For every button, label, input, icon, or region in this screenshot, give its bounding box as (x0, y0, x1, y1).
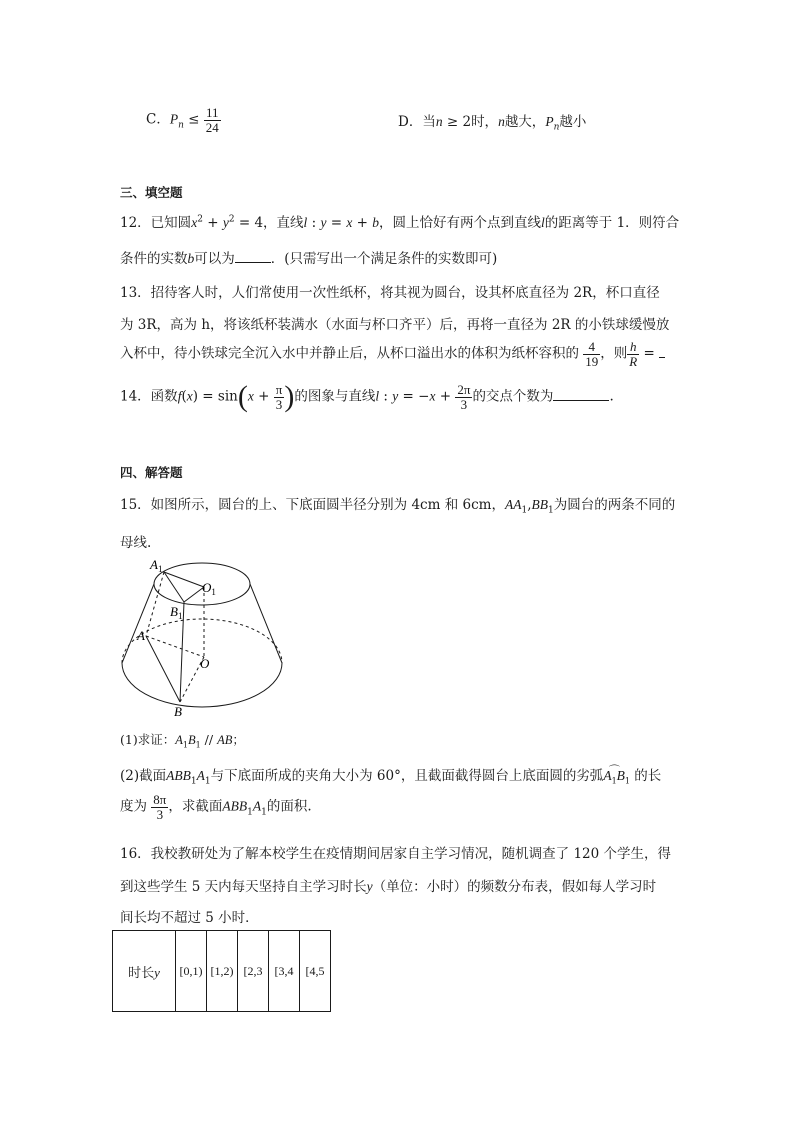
frustum-figure (112, 554, 292, 720)
table-cell: [2,3 (238, 931, 269, 1012)
generatrix-aa1 (146, 572, 164, 636)
label-a: A (137, 628, 145, 643)
q16-line1: 16．我校教研处为了解本校学生在疫情期间居家自主学习情况，随机调查了 120 个学生，得 (120, 846, 672, 862)
table-header-duration: 时长y (113, 931, 176, 1012)
section-3-title: 三、填空题 (120, 185, 183, 200)
q13-line3: 入杯中，待小铁球完全沉入水中并静止后，从杯口溢出水的体积为纸杯容积的 $\frac{4}{19}$ ，则 $\frac{h}{R}$ = (120, 340, 665, 368)
q13-fraction-h-over-r: $\frac{h}{R}$ (629, 339, 638, 369)
table-cell: [3,4 (269, 931, 300, 1012)
segment-a-b (146, 636, 180, 702)
table-cell: [0,1) (176, 931, 207, 1012)
option-c-fraction: $\frac{11}{24}$ (205, 105, 219, 135)
answer-blank[interactable] (553, 400, 609, 401)
arc-a1b1: ⌒ $A_1B_1$ (603, 764, 630, 786)
table-cell: [4,5 (300, 931, 331, 1012)
q15-part2-cont: 度为 $\frac{8\pi}{3}$ ，求截面$ABB_1A_1$的面积. (120, 792, 312, 822)
q16-line2: 到这些学生 5 天内每天坚持自主学习时长y（单位：小时）的频数分布表，假如每人学习时 (120, 879, 657, 895)
q15-part1: (1)求证：$A_1B_1$ // AB； (120, 732, 245, 750)
label-a1: $A_1$ (150, 557, 163, 574)
q12-line2: 条件的实数b可以为 ．(只需写出一个满足条件的实数即可) (120, 251, 498, 267)
q13-line1: 13．招待客人时，人们常使用一次性纸杯，将其视为圆台，设其杯底直径为 2R，杯口直径 (120, 285, 660, 301)
table-row (113, 931, 331, 1012)
q12-line1: 12．已知圆$x^2 + y^2 = 4$，直线l : y = x + b，圆上恰好有两个点到直线l的距离等于 1．则符合 (120, 214, 680, 231)
answer-blank[interactable] (659, 357, 665, 358)
table-cell: [1,2) (207, 931, 238, 1012)
left-generatrix (122, 584, 154, 663)
frequency-table (112, 930, 331, 1012)
q14-fraction-2pi-3: $\frac{2\pi}{3}$ (457, 381, 471, 412)
right-generatrix (250, 584, 282, 663)
q15-line2: 母线. (120, 535, 152, 551)
label-o1: $O_1$ (202, 580, 216, 597)
segment-b1-o1 (184, 587, 204, 602)
q15-part2: (2)截面$ABB_1A_1$与下底面所成的夹角大小为 60°，且截面截得圆台上底面圆的劣弧 ⌒ $A_1B_1$ 的长 (120, 764, 662, 787)
option-d-label: D． (398, 114, 423, 130)
segment-a1-b1 (164, 572, 184, 602)
q14-line: 14．函数f(x) = sin(x + $\frac{\pi}{3}$ )的图象与直线l : y = −x + $\frac{2\pi}{3}$ 的交点个数为 . (120, 380, 614, 413)
option-d: D．当n ≥ 2时，n越大，$P_n$越小 (398, 114, 587, 133)
q13-fraction-ratio: $\frac{4}{19}$ (585, 339, 599, 369)
q16-line3: 间长均不超过 5 小时． (120, 910, 259, 926)
label-b1: $B_1$ (170, 604, 183, 621)
section-4-title: 四、解答题 (120, 465, 183, 480)
option-c-label: C． (146, 111, 170, 128)
answer-blank[interactable] (235, 262, 271, 263)
label-b: B (174, 704, 182, 719)
label-o: O (200, 656, 210, 671)
q15-fraction-arc-length: $\frac{8\pi}{3}$ (153, 792, 167, 822)
option-c: C．$P_n$ ≤ $\frac{11}{24}$ (146, 105, 219, 135)
q15-line1: 15．如图所示，圆台的上、下底面圆半径分别为 4cm 和 6cm，$AA_1,BB_1$为圆台的两条不同的 (120, 497, 676, 516)
segment-a1-o1 (164, 572, 204, 587)
q14-fraction-pi-3: $\frac{\pi}{3}$ (275, 381, 283, 412)
q13-line2: 为 3R，高为 h，将该纸杯装满水（水面与杯口齐平）后，再将一直径为 2R 的小铁球缓慢放 (120, 317, 670, 333)
